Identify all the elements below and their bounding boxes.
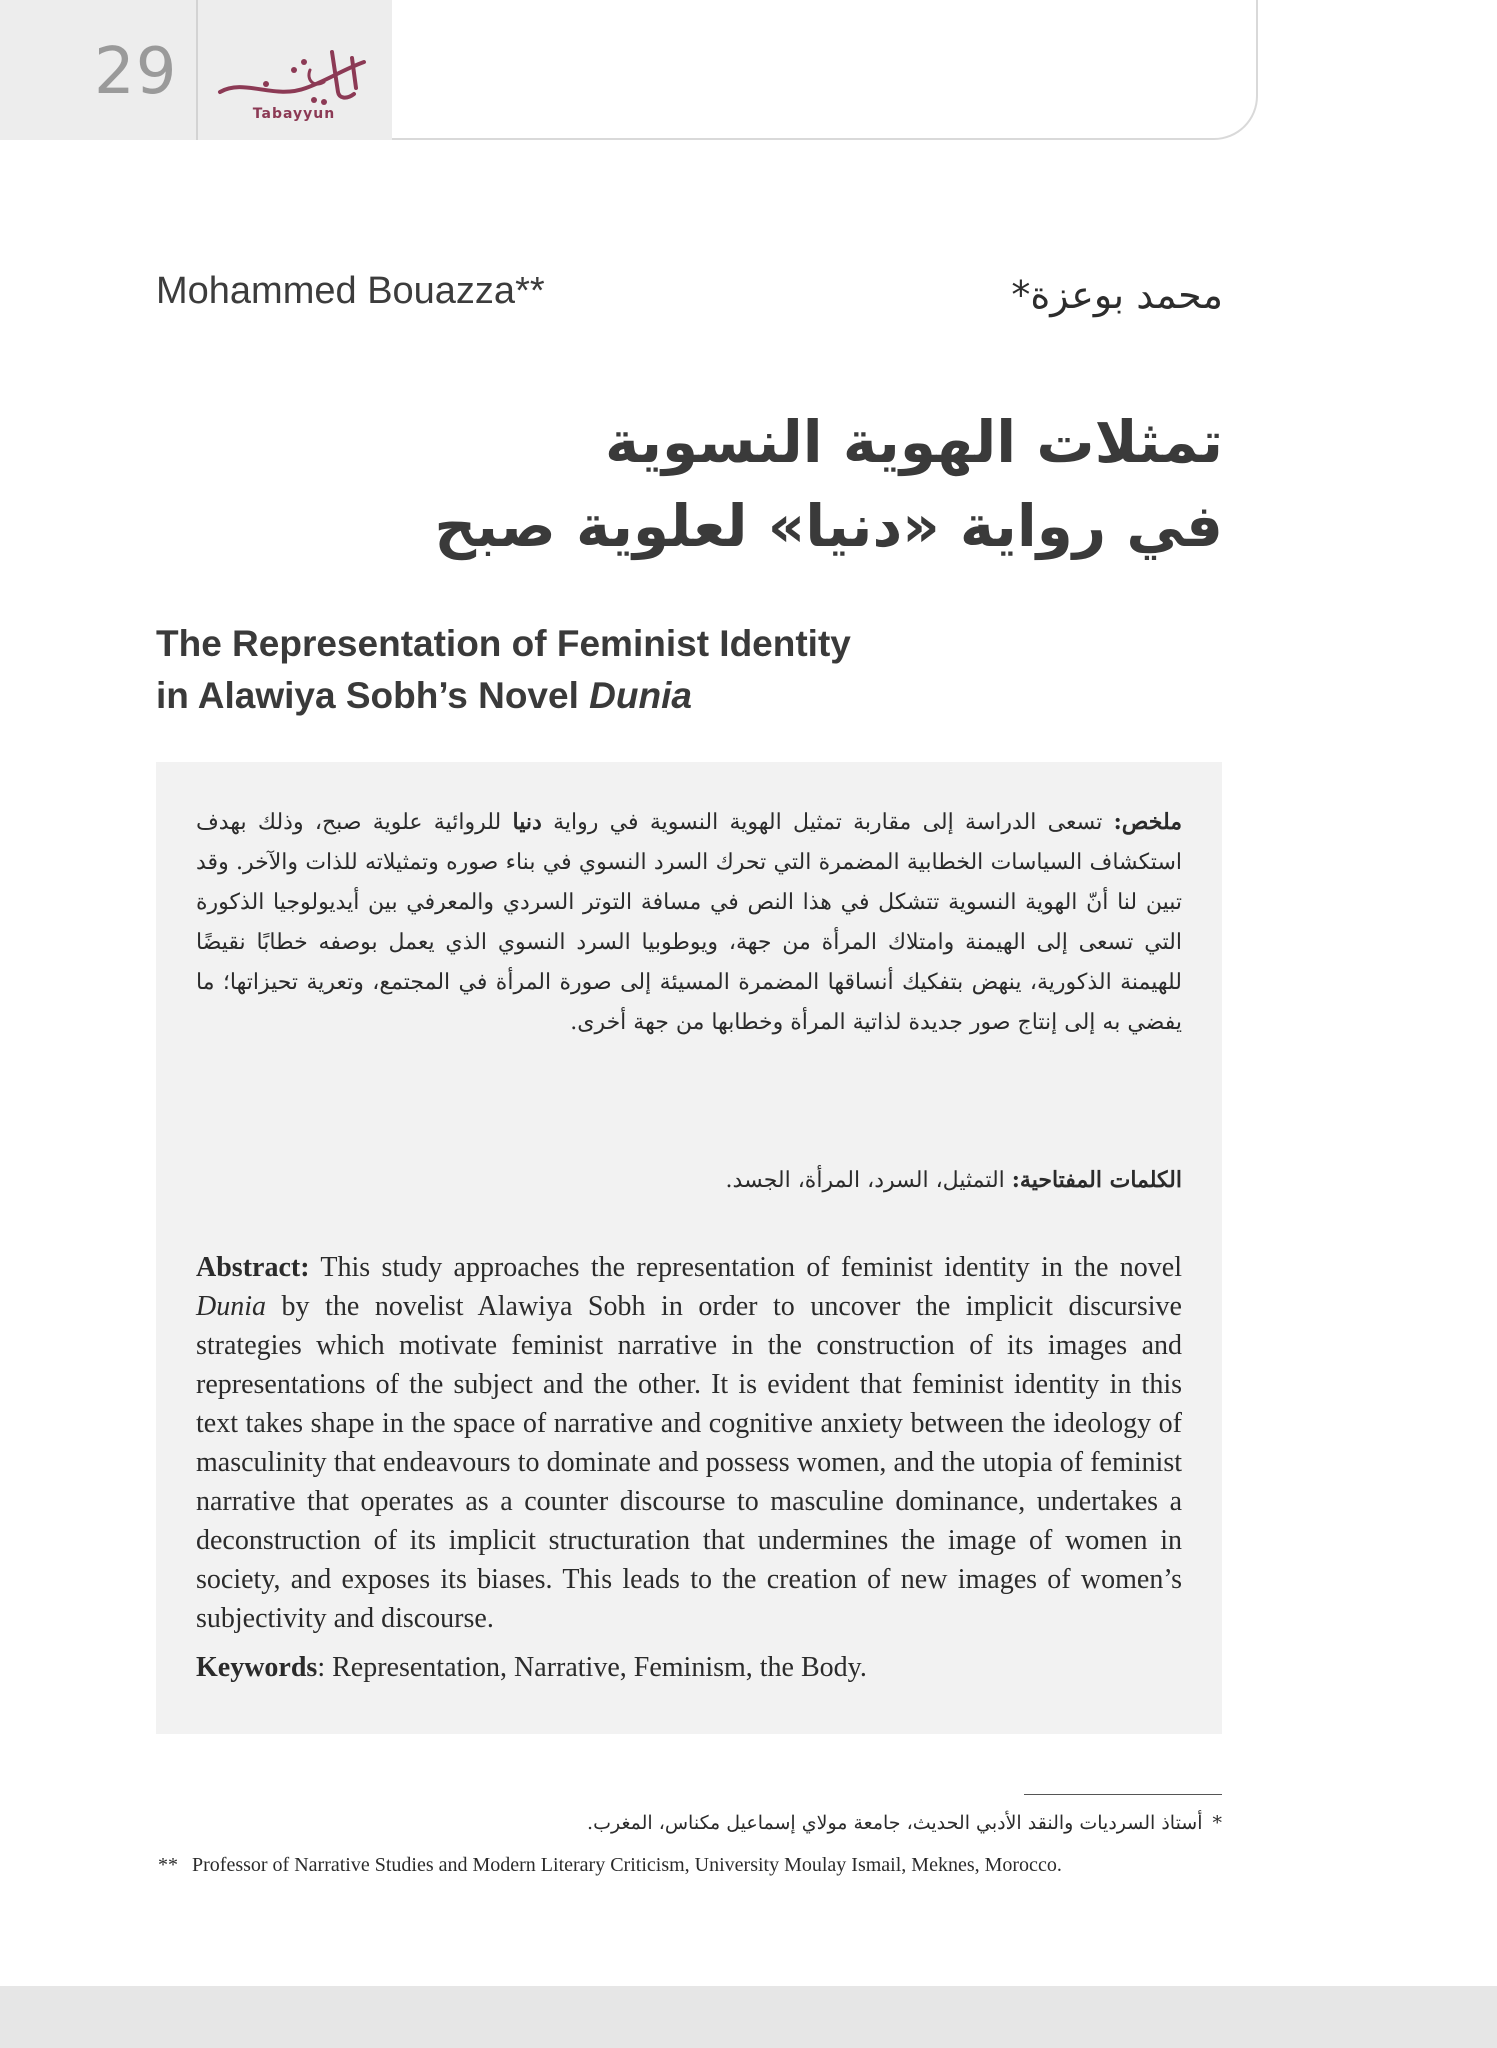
footnote-arabic [162, 1808, 1222, 1838]
title-english [156, 618, 1216, 722]
keywords-english-values: : Representation, Narrative, Feminism, the Body. [317, 1652, 867, 1683]
title-english-line-2-text: in Alawiya Sobh’s Novel [156, 675, 590, 716]
abstract-english-label: Abstract: [196, 1252, 310, 1283]
keywords-english [196, 1648, 1182, 1687]
footnote-rule [1024, 1794, 1222, 1795]
title-english-novel-name: Dunia [589, 675, 692, 716]
abstract-box [156, 762, 1222, 1734]
title-english-line-1: The Representation of Feminist Identity [156, 623, 851, 664]
title-arabic-line-1: تمثلات الهوية النسوية [605, 408, 1223, 476]
title-english-line-2 [156, 670, 1216, 722]
abstract-arabic-label: ملخص: [1113, 809, 1183, 835]
abstract-english-text-1: This study approaches the representation of feminist identity in the novel [309, 1252, 1182, 1283]
journal-logo-calligraphy [214, 48, 374, 106]
title-arabic-line-2: في رواية «دنيا» لعلوية صبح [434, 492, 1223, 560]
footnote-english [158, 1850, 1258, 1880]
keywords-english-label: Keywords [196, 1652, 318, 1683]
footnote-english-text: Professor of Narrative Studies and Modern Literary Criticism, University Moulay Ismail, Meknes, Morocco. [192, 1854, 1062, 1876]
abstract-english-text-2: by the novelist Alawiya Sobh in order to uncover the implicit discursive strategies which motivate feminist narrative in the construction of its images and representations of the subject and the other. It is evident that feminist identity in this text takes shape in the space of narrative and cognitive anxiety between the ideology of masculinity that endeavours to dominate and possess women, and the utopia of feminist narrative that operates as a counter discourse to masculine dominance, undertakes a deconstruction of its implicit structuration that undermines the image of women in society, and exposes its biases. This leads to the creation of new images of women’s subjectivity and discourse. [196, 1291, 1182, 1634]
abstract-english [196, 1248, 1182, 1638]
author-name-arabic: محمد بوعزة* [1011, 273, 1223, 317]
page-number: 29 [94, 35, 178, 109]
footnote-arabic-marker: * [1212, 1812, 1222, 1834]
footnote-english-marker: ** [158, 1854, 178, 1876]
title-arabic [323, 400, 1223, 568]
abstract-arabic-novel-name: دنيا [512, 809, 542, 835]
keywords-arabic [196, 1160, 1182, 1201]
abstract-english-novel-name: Dunia [196, 1291, 266, 1322]
abstract-arabic-text-1: تسعى الدراسة إلى مقاربة تمثيل الهوية النسوية في رواية [553, 810, 1103, 835]
page-footer-band [0, 1986, 1497, 2048]
journal-logo-latin: Tabayyun [252, 106, 336, 122]
abstract-arabic-text-2: للروائية علوية صبح، وذلك بهدف استكشاف السياسات الخطابية المضمرة التي تحرك السرد النسوي في بناء صوره وتمثيلاته للذات والآخر. وقد تبين لنا أنّ الهوية النسوية تتشكل في هذا النص في مسافة التوتر السردي والمعرفي بين أيديولوجيا الذكورة التي تسعى إلى الهيمنة وامتلاك المرأة من جهة، ويوطوبيا السرد النسوي الذي يعمل بوصفه خطابًا نقيضًا للهيمنة الذكورية، ينهض بتفكيك أنساقها المضمرة المسيئة إلى صورة المرأة في المجتمع، وتعرية تحيزاتها؛ ما يفضي به إلى إنتاج صور جديدة لذاتية المرأة وخطابها من جهة أخرى. [196, 810, 1182, 1035]
author-name-english: Mohammed Bouazza** [156, 270, 545, 312]
keywords-arabic-values: التمثيل، السرد، المرأة، الجسد. [725, 1168, 1005, 1193]
abstract-arabic [196, 802, 1182, 1043]
page-header [0, 0, 1258, 140]
footnote-arabic-text: أستاذ السرديات والنقد الأدبي الحديث، جامعة مولاي إسماعيل مكناس، المغرب. [587, 1812, 1203, 1834]
journal-logo [206, 48, 382, 134]
header-divider [196, 0, 198, 140]
keywords-arabic-label: الكلمات المفتاحية: [1011, 1167, 1182, 1193]
